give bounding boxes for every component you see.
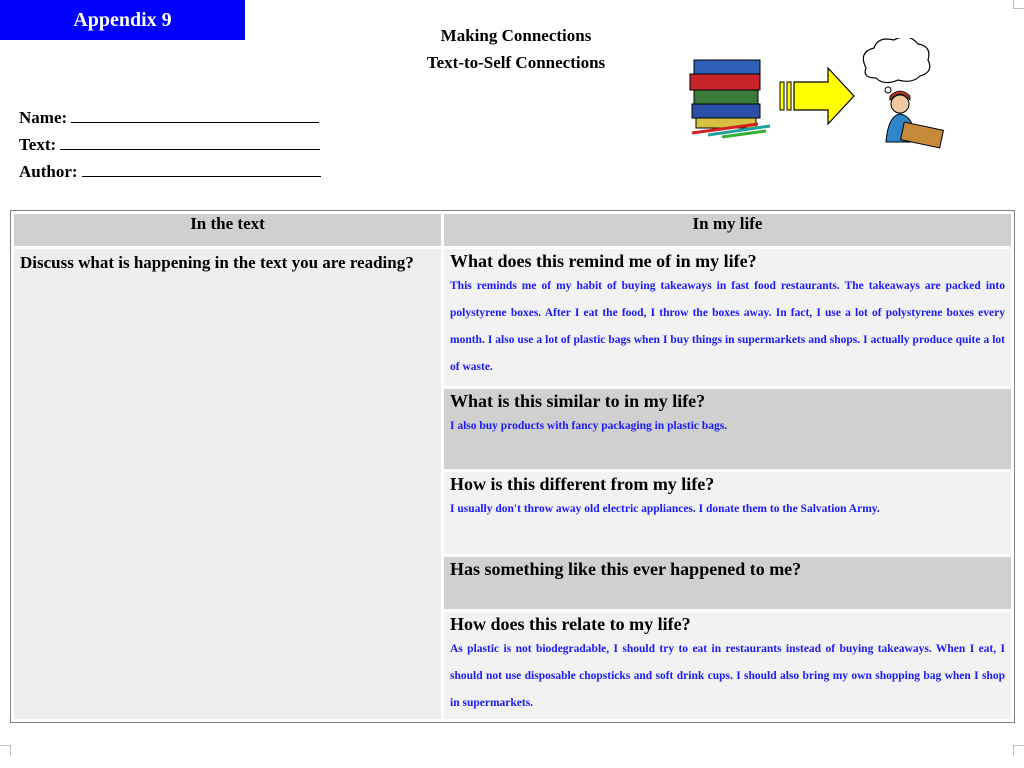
connections-table xyxy=(10,210,1015,723)
name-label: Name: xyxy=(19,108,68,127)
name-field xyxy=(19,104,321,131)
column-header-in-my-life: In my life xyxy=(444,214,1011,246)
document-subtitle: Text-to-Self Connections xyxy=(426,53,606,72)
document-title: Making Connections xyxy=(440,26,592,45)
connection-row-remind[interactable] xyxy=(444,249,1011,386)
answer-similar: I also buy products with fancy packaging in plastic bags. xyxy=(450,420,728,432)
question-similar: What is this similar to in my life? xyxy=(450,391,706,411)
appendix-badge xyxy=(0,0,245,40)
corner-mark-bottom-right xyxy=(1013,745,1024,756)
corner-mark-bottom-left xyxy=(0,745,11,756)
corner-mark-top-right xyxy=(1013,0,1024,9)
question-relate: How does this relate to my life? xyxy=(450,614,691,634)
author-blank-line[interactable] xyxy=(82,160,321,177)
books-icon xyxy=(690,60,770,137)
in-the-text-prompt[interactable] xyxy=(14,249,441,719)
document-titles xyxy=(366,22,666,76)
text-label: Text: xyxy=(19,135,57,154)
text-field xyxy=(19,131,321,158)
name-blank-line[interactable] xyxy=(71,106,319,123)
answer-different: I usually don't throw away old electric appliances. I donate them to the Salvation Army. xyxy=(450,503,880,515)
question-different: How is this different from my life? xyxy=(450,474,715,494)
connection-row-happened[interactable] xyxy=(444,557,1011,609)
author-label: Author: xyxy=(19,162,78,181)
question-remind: What does this remind me of in my life? xyxy=(450,251,757,271)
question-happened: Has something like this ever happened to me? xyxy=(450,559,802,579)
arrow-icon xyxy=(780,68,854,124)
student-info-fields xyxy=(19,104,321,185)
connection-row-different[interactable] xyxy=(444,472,1011,554)
text-blank-line[interactable] xyxy=(60,133,320,150)
thinking-person-icon xyxy=(863,38,943,148)
connection-row-relate[interactable] xyxy=(444,612,1011,719)
in-the-text-prompt-label: Discuss what is happening in the text you are reading? xyxy=(20,253,414,272)
answer-relate: As plastic is not biodegradable, I should try to eat in restaurants instead of buying takeaways. When I eat, I should not use disposable chopsticks and soft drink cups. I should also bring my own shopping bag when I shop in supermarkets. xyxy=(450,643,1005,709)
appendix-label: Appendix 9 xyxy=(73,8,172,31)
text-to-self-illustration xyxy=(688,38,948,150)
connection-row-similar[interactable] xyxy=(444,389,1011,469)
column-header-in-the-text: In the text xyxy=(14,214,441,246)
answer-remind: This reminds me of my habit of buying takeaways in fast food restaurants. The takeaways are packed into polystyrene boxes. After I eat the food, I throw the boxes away. In fact, I use a lot of polystyrene boxes every month. I also use a lot of plastic bags when I buy things in supermarkets and shops. I actually produce quite a lot of waste. xyxy=(450,280,1005,373)
author-field xyxy=(19,158,321,185)
